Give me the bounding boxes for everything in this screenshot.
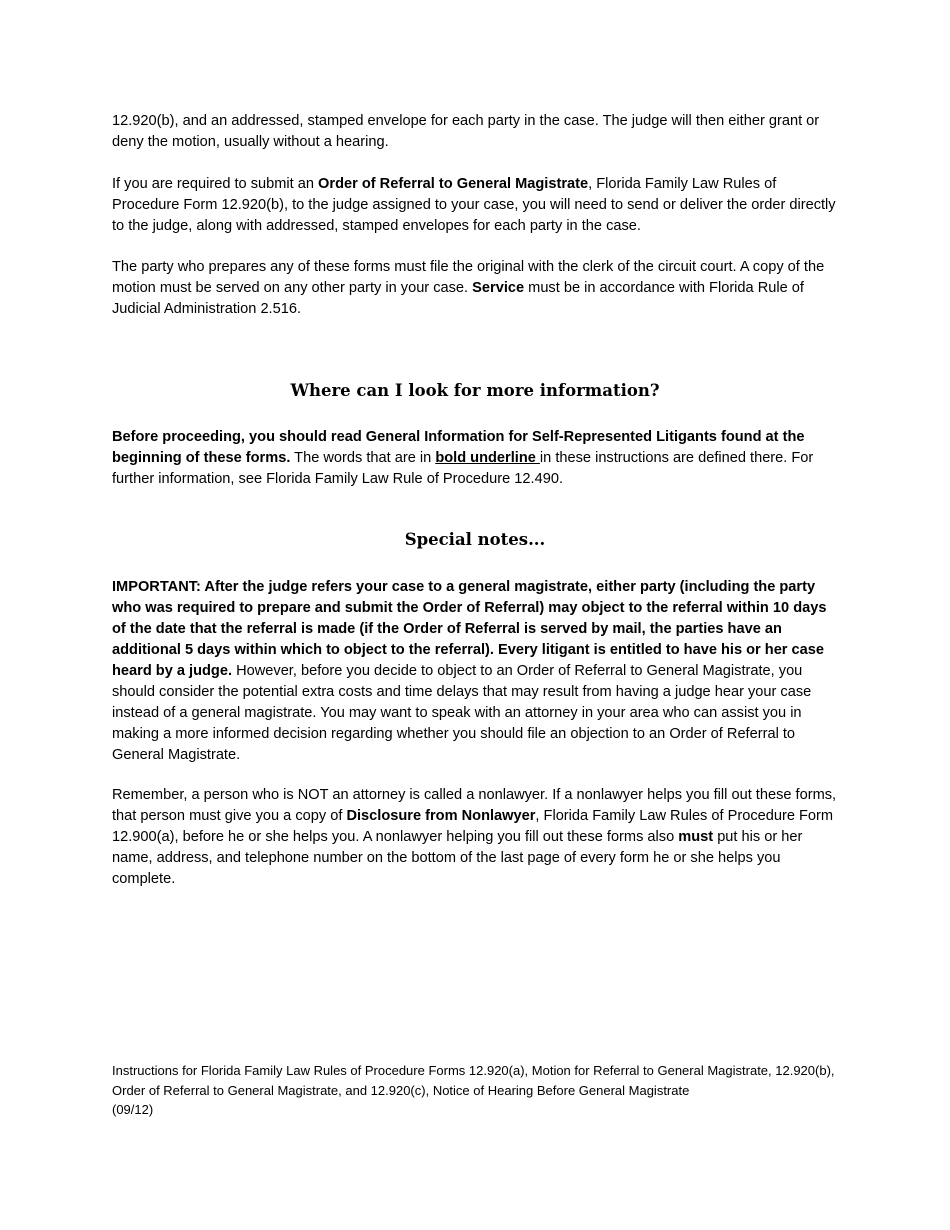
paragraph-text: The words that are in <box>290 450 436 466</box>
paragraph-text: , Florida Family Law Rules of Procedure Form 12.920(b), to the judge assigned to your case, you will need to send or deliver the order directly to the judge, along with addressed, stamped envelopes for each party in the case. <box>112 176 836 234</box>
paragraph-text: 12.920(b), and an addressed, stamped envelope for each party in the case. The judge will then either grant or deny the motion, usually without a hearing. <box>112 113 820 150</box>
bold-lead-text: Before proceeding, you should read General Information for Self-Represented Litigants found at the beginning of these forms. <box>112 429 805 466</box>
form-title-bold: Disclosure from Nonlawyer <box>346 808 536 824</box>
footer-revision-date: (09/12) <box>112 1102 154 1117</box>
defined-term-bold: Service <box>472 280 525 296</box>
paragraph-text: If you are required to submit an <box>112 176 319 192</box>
paragraph-filing-service <box>112 257 842 320</box>
paragraph-text: The party who prepares any of these forms must file the original with the clerk of the circuit court. A copy of the motion must be served on any other party in your case. <box>112 259 825 296</box>
bold-underline-text: bold underline <box>435 450 540 466</box>
section-heading-more-information: Where can I look for more information? <box>290 381 660 400</box>
paragraph-text: Remember, a person who is NOT an attorney is called a nonlawyer. If a nonlawyer helps you fill out these forms, that person must give you a copy of <box>112 787 837 824</box>
section-heading-special-notes: Special notes... <box>404 530 546 549</box>
form-title-bold: Order of Referral to General Magistrate <box>318 176 589 192</box>
paragraph-text: , Florida Family Law Rules of Procedure Form 12.900(a), before he or she helps you. A nonlawyer helping you fill out these forms also <box>112 808 834 845</box>
paragraph-motion-decision <box>112 111 842 153</box>
footer-text: Instructions for Florida Family Law Rules of Procedure Forms 12.920(a), Motion for Referral to General Magistrate, 12.920(b), Order of Referral to General Magistrate, and 12.920(c), Notice of Hearing Before General Magistrate <box>112 1063 835 1098</box>
emphasis-bold: must <box>678 829 714 845</box>
paragraph-important-objection <box>112 577 842 766</box>
paragraph-text: However, before you decide to object to an Order of Referral to General Magistrate, you should consider the potential extra costs and time delays that may result from having a judge hear your case instead of a general magistrate. You may want to speak with an attorney in your area who can assist you in making a more informed decision regarding whether you should file an objection to an Order of Referral to General Magistrate. <box>112 663 812 763</box>
page-footer <box>112 1061 842 1120</box>
paragraph-order-of-referral <box>112 174 842 237</box>
paragraph-more-information <box>112 427 842 490</box>
paragraph-text: put his or her name, address, and telephone number on the bottom of the last page of every form he or she helps you complete. <box>112 829 803 887</box>
paragraph-text: must be in accordance with Florida Rule of Judicial Administration 2.516. <box>112 280 804 317</box>
paragraph-nonlawyer <box>112 785 842 890</box>
bold-lead-text: IMPORTANT: After the judge refers your case to a general magistrate, either party (including the party who was required to prepare and submit the Order of Referral) may object to the referral within 10 days of the date that the referral is made (if the Order of Referral is served by mail, the parties have an additional 5 days within which to object to the referral). Every litigant is entitled to have his or her case heard by a judge. <box>112 579 827 679</box>
paragraph-text: in these instructions are defined there. For further information, see Florida Family Law Rule of Procedure 12.490. <box>112 450 814 487</box>
